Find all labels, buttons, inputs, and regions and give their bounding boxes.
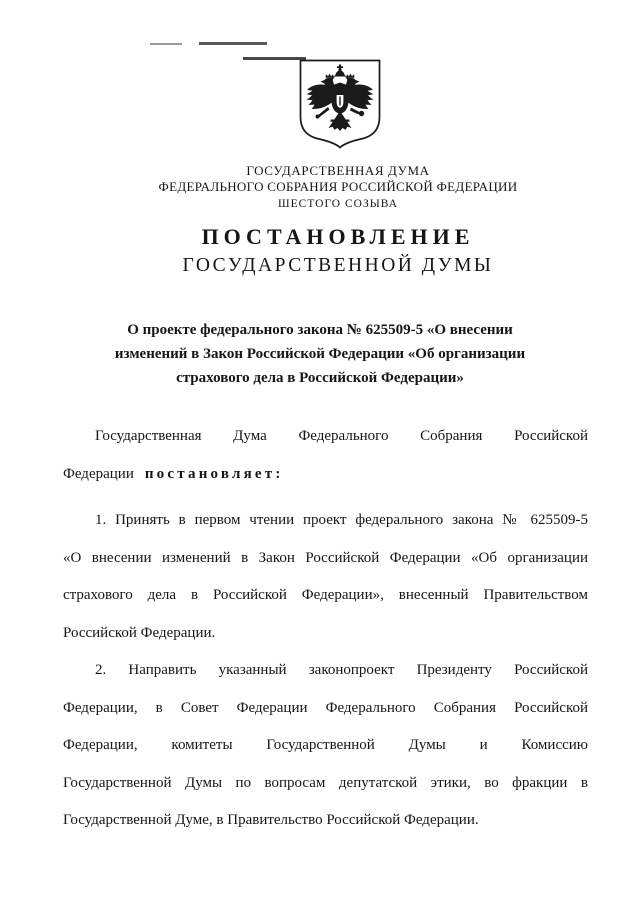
coat-of-arms-emblem <box>297 57 383 151</box>
paragraph-line: Государственной Думе, в Правительство Российской Федерации. <box>63 812 479 828</box>
subject-line: страхового дела в Российской Федерации» <box>176 370 464 386</box>
subject-heading <box>63 318 577 390</box>
paragraph-line: Российской Федерации. <box>63 624 216 641</box>
letterhead-line-2: ФЕДЕРАЛЬНОГО СОБРАНИЯ РОССИЙСКОЙ ФЕДЕРАЦИИ <box>158 179 518 194</box>
numbered-paragraph-1 <box>63 502 588 652</box>
scan-artifact <box>199 42 267 45</box>
paragraph-line: «О внесении изменений в Закон Российской Федерации «Об организации <box>63 549 588 566</box>
paragraph-line: Федерации, комитеты Государственной Думы и Комиссию <box>63 737 588 753</box>
scan-artifact <box>150 43 182 45</box>
document-type-title: ПОСТАНОВЛЕНИЕ <box>201 224 475 249</box>
preamble-paragraph <box>63 418 588 493</box>
preamble-text: Федерации <box>63 465 134 482</box>
double-headed-eagle-icon <box>297 57 383 151</box>
resolves-keyword: постановляет: <box>144 465 284 482</box>
paragraph-line <box>63 456 588 494</box>
paragraph-line: Государственной Думы по вопросам депутатской этики, во фракции в <box>63 774 588 791</box>
letterhead-line-3: ШЕСТОГО СОЗЫВА <box>277 198 399 210</box>
letterhead <box>38 163 638 211</box>
paragraph-line: страхового дела в Российской Федерации», внесенный Правительством <box>63 587 588 603</box>
subject-line: изменений в Закон Российской Федерации «Об организации <box>114 346 526 362</box>
subject-line: О проекте федерального закона № 625509-5 «О внесении <box>127 322 513 338</box>
paragraph-line: 1. Принять в первом чтении проект федерального закона № 625509-5 <box>95 512 588 528</box>
letterhead-line-1: ГОСУДАРСТВЕННАЯ ДУМА <box>246 163 430 178</box>
paragraph-line: Государственная Дума Федерального Собрания Российской <box>95 428 588 444</box>
document-type-subtitle: ГОСУДАРСТВЕННОЙ ДУМЫ <box>182 255 494 276</box>
paragraph-line: 2. Направить указанный законопроект Президенту Российской <box>95 662 588 678</box>
document-body <box>63 418 588 840</box>
numbered-paragraph-2 <box>63 652 588 840</box>
paragraph-line: Федерации, в Совет Федерации Федерального Собрания Российской <box>63 699 588 716</box>
